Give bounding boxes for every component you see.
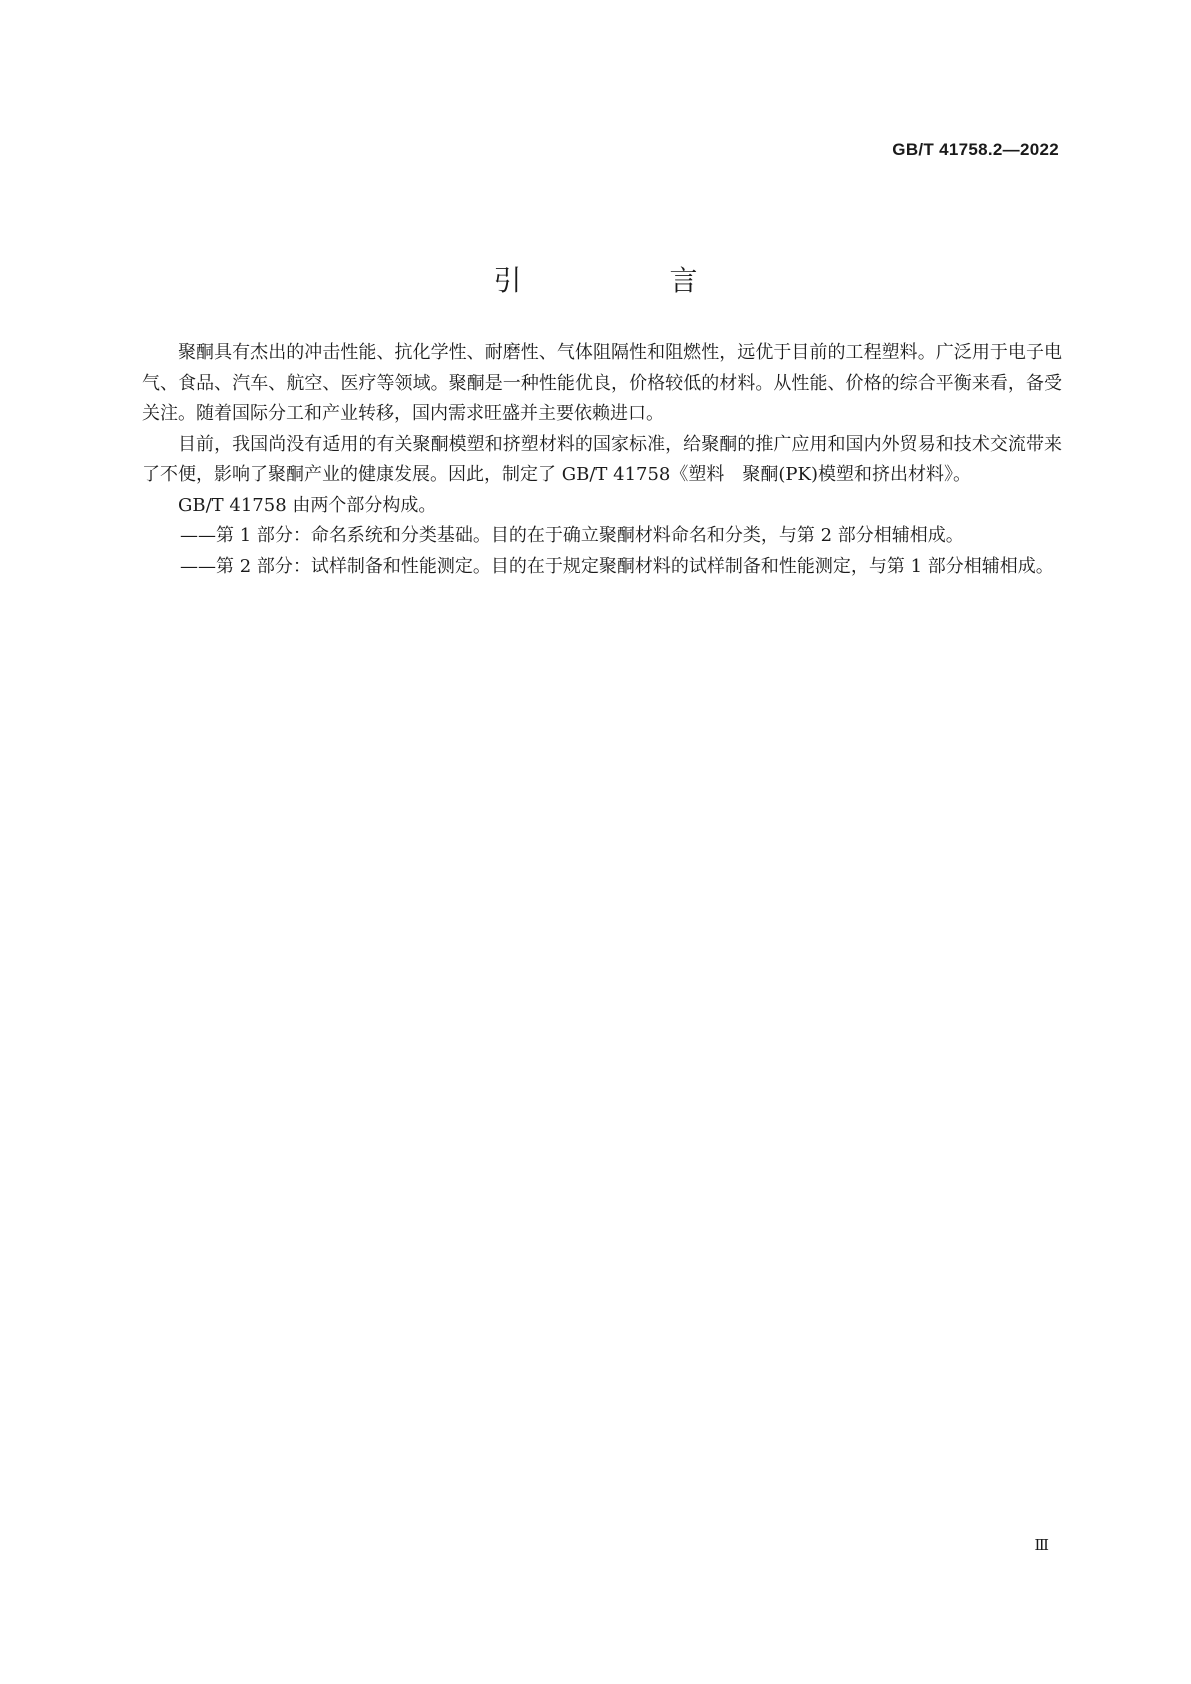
page-title: 引 言 [493,263,758,297]
document-body [142,338,1062,582]
paragraph-structure: GB/T 41758 由两个部分构成。 [178,494,437,516]
list-item-part-2: ——第 2 部分：试样制备和性能测定。目的在于规定聚酮材料的试样制备和性能测定，与第 1 部分相辅相成。 [180,555,1054,577]
page-number: Ⅲ [1034,1536,1049,1554]
paragraph-intro: 聚酮具有杰出的冲击性能、抗化学性、耐磨性、气体阻隔性和阻燃性，远优于目前的工程塑料。广泛用于电子电气、食品、汽车、航空、医疗等领域。聚酮是一种性能优良，价格较低的材料。从性能、价格的综合平衡来看，备受关注。随着国际分工和产业转移，国内需求旺盛并主要依赖进口。 [142,342,1062,424]
list-item-part-1: ——第 1 部分：命名系统和分类基础。目的在于确立聚酮材料命名和分类，与第 2 部分相辅相成。 [180,525,964,546]
paragraph-background: 目前，我国尚没有适用的有关聚酮模塑和挤塑材料的国家标准，给聚酮的推广应用和国内外贸易和技术交流带来了不便，影响了聚酮产业的健康发展。因此，制定了 GB/T 41758《塑料 聚酮(PK)模塑和挤出材料》。 [142,433,1062,485]
standard-number: GB/T 41758.2—2022 [892,140,1059,159]
